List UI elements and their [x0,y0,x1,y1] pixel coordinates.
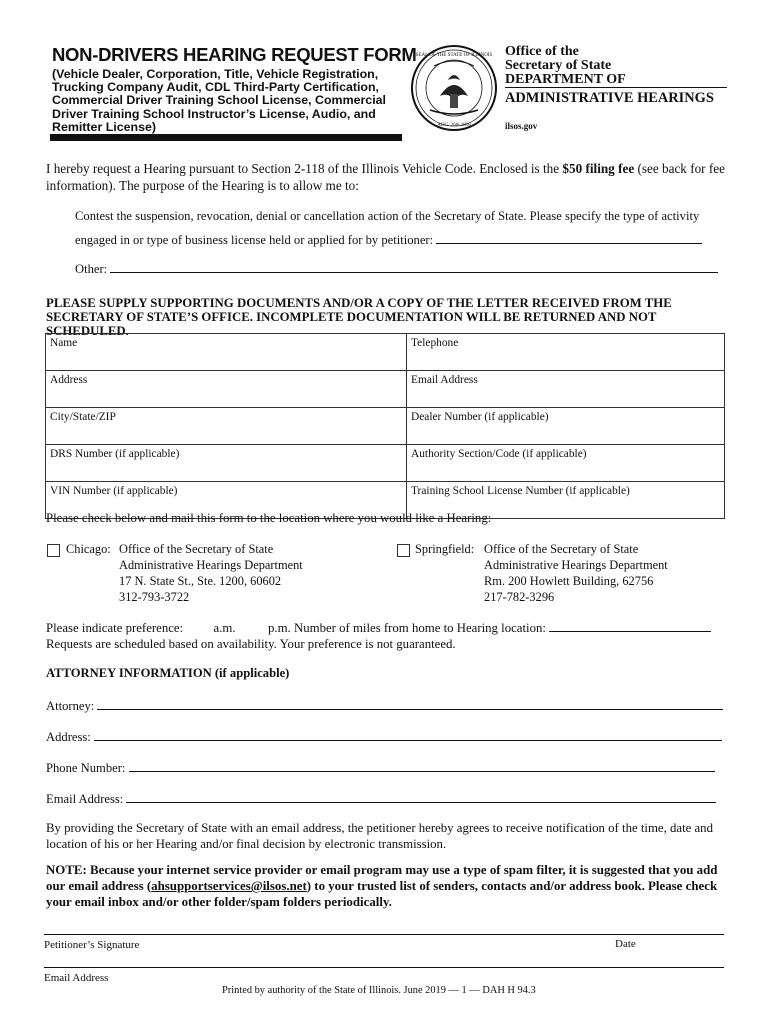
chicago-address-line: Office of the Secretary of State [119,542,274,556]
attorney-label: Attorney: [46,699,95,713]
dealer-number-field[interactable]: Dealer Number (if applicable) [407,408,725,445]
miles-label: Number of miles from home to Hearing location: [293,621,546,635]
intro-text-after: (see back for fee information). The purpose of the Hearing is to allow me to: [46,161,725,193]
attorney-address-field[interactable] [94,729,722,741]
drs-number-field[interactable]: DRS Number (if applicable) [46,445,407,482]
attorney-row [46,698,723,714]
table-row [46,445,725,482]
attorney-email-field[interactable] [126,791,716,803]
petitioner-info-table [45,333,725,519]
am-option[interactable]: a.m. [213,621,236,635]
other-field[interactable] [110,261,718,273]
email-consent-text: By providing the Secretary of State with an email address, the petitioner hereby agrees to receive notification of the time, date and location of his or her Hearing and/or final decision by electronic transmission. [46,821,713,851]
filing-fee: $50 filing fee [562,161,635,176]
attorney-section-heading: ATTORNEY INFORMATION (if applicable) [46,666,290,680]
attorney-phone-label: Phone Number: [46,761,126,775]
chicago-checkbox[interactable] [47,544,60,557]
footer-text: Printed by authority of the State of Illinois. June 2019 — 1 — DAH H 94.3 [222,985,536,996]
contest-option-line2 [75,232,702,248]
preference-note: Requests are scheduled based on availability. Your preference is not guaranteed. [46,637,456,651]
attorney-address-row [46,729,722,745]
activity-type-field[interactable] [436,232,702,244]
note-text-after: ) to your trusted list of senders, contacts and/or address book. Please check your email inbox and/or other folder/spam folders periodically. [46,879,718,909]
signature-label: Petitioner’s Signature [44,939,140,951]
form-subtitle: (Vehicle Dealer, Corporation, Title, Vehicle Registration, Trucking Company Audit, CDL Third-Party Certification, Commercial Driver Training School License, Commercial Driver Training School Instructor’s License, Audio, and Remitter License) [52,67,386,134]
authority-section-field[interactable]: Authority Section/Code (if applicable) [407,445,725,482]
office-divider [505,87,727,88]
table-row [46,371,725,408]
attorney-phone-field[interactable] [129,760,715,772]
office-heading [505,45,626,87]
springfield-address-line: Office of the Secretary of State [484,542,639,556]
contest-option-line1: Contest the suspension, revocation, denial or cancellation action of the Secretary of State. Please specify the type of activity [75,209,700,223]
spam-filter-note [46,862,736,910]
date-label: Date [615,938,636,950]
signature-email-line[interactable] [44,967,724,968]
contest-option-label: engaged in or type of business license held or applied for by petitioner: [75,233,434,247]
chicago-phone: 312-793-3722 [119,590,190,604]
hearing-preference [46,620,726,652]
title-underline-bar [50,134,402,141]
address-field[interactable]: Address [46,371,407,408]
website-link[interactable]: ilsos.gov [505,121,538,131]
dept-line-2: ADMINISTRATIVE HEARINGS [505,90,714,106]
springfield-phone: 217-782-3296 [484,590,555,604]
documentation-warning: PLEASE SUPPLY SUPPORTING DOCUMENTS AND/OR A COPY OF THE LETTER RECEIVED FROM THE SECRETARY OF STATE’S OFFICE. INCOMPLETE DOCUMENTATION WILL BE RETURNED AND NOT SCHEDULED. [46,296,672,338]
training-school-license-field[interactable]: Training School License Number (if applicable) [407,482,725,519]
note-text-before: NOTE: Because your internet service provider or email program may use a type of spam filter, it is suggested that you add our email address ( [46,863,718,893]
other-option [75,261,718,277]
chicago-address-line: Administrative Hearings Department [119,558,303,572]
office-line-2: Secretary of State [505,58,612,73]
name-field[interactable]: Name [46,334,407,371]
telephone-field[interactable]: Telephone [407,334,725,371]
attorney-email-label: Email Address: [46,792,124,806]
chicago-address-block [119,541,303,605]
attorney-email-row [46,791,716,807]
chicago-address-line: 17 N. State St., Ste. 1200, 60602 [119,574,282,588]
springfield-address-block [484,541,668,605]
attorney-address-label: Address: [46,730,91,744]
office-line-1: Office of the [505,44,579,59]
city-state-zip-field[interactable]: City/State/ZIP [46,408,407,445]
springfield-address-line: Rm. 200 Howlett Building, 62756 [484,574,654,588]
table-row [46,408,725,445]
springfield-city-label: Springfield: [415,542,475,556]
springfield-address-line: Administrative Hearings Department [484,558,668,572]
svg-text:SEAL OF THE STATE OF ILLINOIS: SEAL OF THE STATE OF ILLINOIS [415,53,493,58]
chicago-city-label: Chicago: [66,542,111,556]
svg-text:AUG. 26th 1818: AUG. 26th 1818 [437,123,471,128]
intro-text-before: I hereby request a Hearing pursuant to Section 2-118 of the Illinois Vehicle Code. Enclosed is the [46,161,563,176]
table-row [46,334,725,371]
other-label: Other: [75,262,108,276]
signature-email-label: Email Address [44,972,109,984]
email-address-field[interactable]: Email Address [407,371,725,408]
pm-option[interactable]: p.m. [268,621,291,635]
preference-label: Please indicate preference: [46,621,184,635]
support-email-link[interactable]: ahsupportservices@ilsos.net [151,879,307,893]
mail-instruction: Please check below and mail this form to the location where you would like a Hearing: [46,511,492,525]
state-seal-logo [410,44,498,132]
attorney-phone-row [46,760,715,776]
intro-paragraph [46,160,736,194]
dept-line-1: DEPARTMENT OF [505,72,626,87]
attorney-field[interactable] [97,698,723,710]
form-title: NON-DRIVERS HEARING REQUEST FORM [52,44,417,65]
miles-field[interactable] [549,620,711,632]
vin-number-field[interactable]: VIN Number (if applicable) [46,482,407,519]
signature-line[interactable] [44,934,724,935]
springfield-checkbox[interactable] [397,544,410,557]
